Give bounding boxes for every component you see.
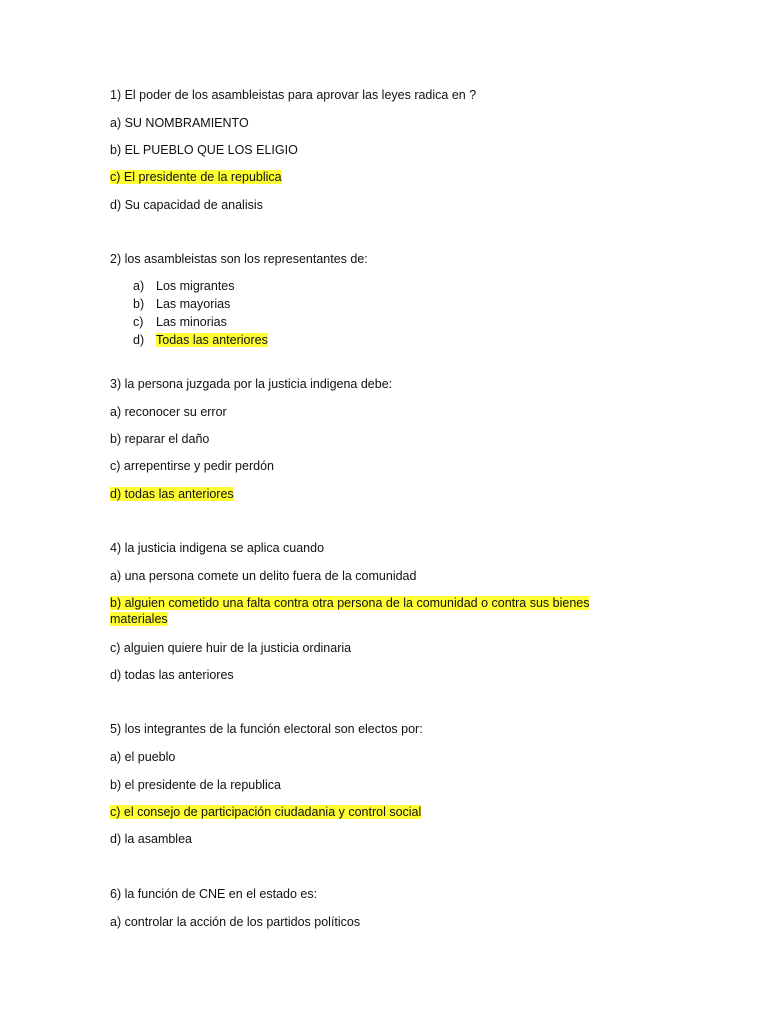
- q4-option-a: a) una persona comete un delito fuera de la comunidad: [110, 569, 417, 583]
- q3-option-a: a) reconocer su error: [110, 405, 227, 419]
- q3-option-b: b) reparar el daño: [110, 432, 210, 446]
- q1-option-c: c) El presidente de la republica: [110, 170, 282, 184]
- question-5: 5) los integrantes de la función electoral son electos por:: [110, 722, 423, 736]
- q6-option-a: a) controlar la acción de los partidos políticos: [110, 915, 361, 929]
- q5-option-b: b) el presidente de la republica: [110, 778, 281, 792]
- q5-option-d: d) la asamblea: [110, 832, 192, 846]
- q5-option-a: a) el pueblo: [110, 750, 176, 764]
- question-1: 1) El poder de los asambleistas para aprovar las leyes radica en ?: [110, 88, 477, 102]
- q2-option-c: c) Las minorias: [133, 315, 227, 329]
- question-4: 4) la justicia indigena se aplica cuando: [110, 541, 325, 555]
- q2-option-b: b) Las mayorias: [133, 297, 231, 311]
- q1-option-b: b) EL PUEBLO QUE LOS ELIGIO: [110, 143, 298, 157]
- q4-option-b: b) alguien cometido una falta contra otra persona de la comunidad o contra sus bienes materiales: [110, 596, 590, 626]
- q3-option-c: c) arrepentirse y pedir perdón: [110, 459, 274, 473]
- q4-option-d: d) todas las anteriores: [110, 668, 234, 682]
- question-6: 6) la función de CNE en el estado es:: [110, 887, 318, 901]
- q1-option-d: d) Su capacidad de analisis: [110, 198, 263, 212]
- q2-option-d: d) Todas las anteriores: [133, 333, 268, 347]
- q5-option-c: c) el consejo de participación ciudadania y control social: [110, 805, 422, 819]
- q4-option-c: c) alguien quiere huir de la justicia ordinaria: [110, 641, 352, 655]
- question-3: 3) la persona juzgada por la justicia indigena debe:: [110, 377, 393, 391]
- q2-option-a: a) Los migrantes: [133, 279, 235, 293]
- q3-option-d: d) todas las anteriores: [110, 487, 234, 501]
- q1-option-a: a) SU NOMBRAMIENTO: [110, 116, 249, 130]
- question-2: 2) los asambleistas son los representantes de:: [110, 252, 368, 266]
